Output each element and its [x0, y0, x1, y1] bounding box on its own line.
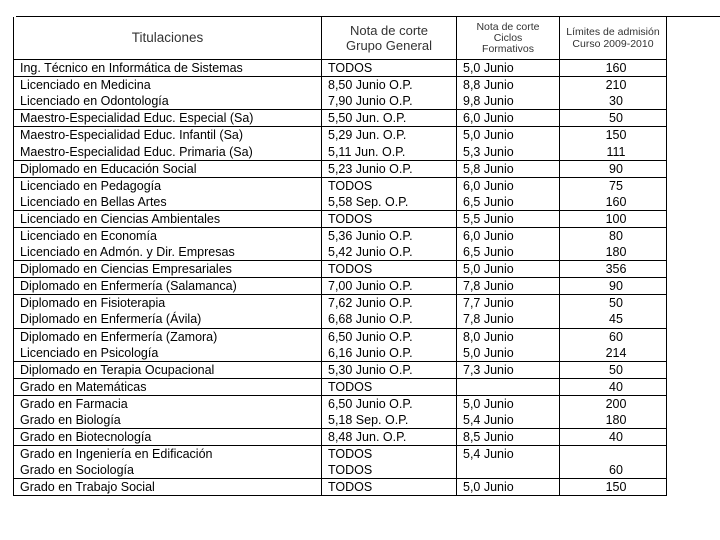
cell-nota-general: TODOS — [322, 446, 457, 463]
table-row — [14, 429, 667, 446]
table-row — [14, 244, 667, 261]
cell-titulacion: Diplomado en Ciencias Empresariales — [14, 261, 322, 278]
cell-nota-ciclos: 5,0 Junio — [457, 261, 560, 278]
cell-titulacion: Grado en Sociología — [14, 462, 322, 479]
cell-nota-general: 8,50 Junio O.P. — [322, 77, 457, 94]
cell-titulacion: Grado en Biotecnología — [14, 429, 322, 446]
header-titulaciones: Titulaciones — [14, 17, 322, 60]
cell-titulacion: Grado en Farmacia — [14, 395, 322, 412]
header-row — [14, 17, 667, 60]
cell-limite: 60 — [560, 462, 667, 479]
table-row — [14, 93, 667, 110]
cell-nota-ciclos: 9,8 Junio — [457, 93, 560, 110]
cell-titulacion: Maestro-Especialidad Educ. Primaria (Sa) — [14, 143, 322, 160]
cell-nota-ciclos: 7,3 Junio — [457, 361, 560, 378]
cell-nota-ciclos — [457, 462, 560, 479]
cell-titulacion: Diplomado en Educación Social — [14, 160, 322, 177]
table-row — [14, 160, 667, 177]
cell-nota-ciclos: 5,4 Junio — [457, 412, 560, 429]
cell-nota-general: 6,16 Junio O.P. — [322, 345, 457, 362]
table-row — [14, 177, 667, 194]
cell-titulacion: Licenciado en Admón. y Dir. Empresas — [14, 244, 322, 261]
cell-nota-general: TODOS — [322, 479, 457, 496]
cell-titulacion: Licenciado en Pedagogía — [14, 177, 322, 194]
table-row — [14, 295, 667, 312]
cell-limite: 90 — [560, 278, 667, 295]
cell-nota-general: TODOS — [322, 462, 457, 479]
cell-nota-ciclos: 5,3 Junio — [457, 143, 560, 160]
cell-nota-general: 7,62 Junio O.P. — [322, 295, 457, 312]
cell-nota-general: 5,18 Sep. O.P. — [322, 412, 457, 429]
cell-limite: 111 — [560, 143, 667, 160]
cell-titulacion: Licenciado en Economía — [14, 227, 322, 244]
table-row — [14, 462, 667, 479]
cell-nota-general: TODOS — [322, 261, 457, 278]
header-nota-general: Nota de corte Grupo General — [322, 17, 457, 60]
table-row — [14, 77, 667, 94]
cell-nota-ciclos: 7,8 Junio — [457, 278, 560, 295]
cell-nota-ciclos: 5,0 Junio — [457, 60, 560, 77]
table-body — [14, 60, 667, 496]
cell-nota-ciclos: 5,0 Junio — [457, 395, 560, 412]
cell-nota-general: TODOS — [322, 60, 457, 77]
cell-nota-ciclos: 6,0 Junio — [457, 177, 560, 194]
cell-titulacion: Licenciado en Bellas Artes — [14, 194, 322, 211]
cell-limite: 356 — [560, 261, 667, 278]
cell-nota-ciclos: 6,5 Junio — [457, 244, 560, 261]
cell-nota-ciclos: 6,0 Junio — [457, 227, 560, 244]
cell-nota-ciclos: 8,0 Junio — [457, 328, 560, 345]
cell-limite: 210 — [560, 77, 667, 94]
cell-nota-general: 5,23 Junio O.P. — [322, 160, 457, 177]
header-limites: Límites de admisión Curso 2009-2010 — [560, 17, 667, 60]
cell-nota-general: 5,30 Junio O.P. — [322, 361, 457, 378]
cell-nota-general: TODOS — [322, 378, 457, 395]
cell-limite: 160 — [560, 194, 667, 211]
cell-nota-general: 5,36 Junio O.P. — [322, 227, 457, 244]
cell-titulacion: Diplomado en Enfermería (Salamanca) — [14, 278, 322, 295]
table-row — [14, 395, 667, 412]
cell-limite: 40 — [560, 378, 667, 395]
cell-limite: 40 — [560, 429, 667, 446]
cell-nota-ciclos: 7,7 Junio — [457, 295, 560, 312]
cell-limite: 200 — [560, 395, 667, 412]
table-row — [14, 143, 667, 160]
cell-nota-general: 7,90 Junio O.P. — [322, 93, 457, 110]
cell-limite: 45 — [560, 311, 667, 328]
table-row — [14, 378, 667, 395]
cell-nota-ciclos — [457, 378, 560, 395]
cell-nota-general: 6,50 Junio O.P. — [322, 395, 457, 412]
cell-titulacion: Grado en Trabajo Social — [14, 479, 322, 496]
cell-nota-ciclos: 5,0 Junio — [457, 479, 560, 496]
cell-nota-ciclos: 5,0 Junio — [457, 345, 560, 362]
cell-limite: 160 — [560, 60, 667, 77]
cell-limite: 90 — [560, 160, 667, 177]
table-row — [14, 210, 667, 227]
cell-nota-general: 6,68 Junio O.P. — [322, 311, 457, 328]
cell-limite: 180 — [560, 244, 667, 261]
cell-nota-ciclos: 5,4 Junio — [457, 446, 560, 463]
cell-nota-ciclos: 5,0 Junio — [457, 127, 560, 144]
cell-nota-ciclos: 6,0 Junio — [457, 110, 560, 127]
cell-nota-ciclos: 6,5 Junio — [457, 194, 560, 211]
cell-limite: 150 — [560, 127, 667, 144]
table-row — [14, 194, 667, 211]
cell-nota-ciclos: 8,5 Junio — [457, 429, 560, 446]
cell-nota-ciclos: 5,5 Junio — [457, 210, 560, 227]
cell-titulacion: Grado en Ingeniería en Edificación — [14, 446, 322, 463]
cell-limite: 50 — [560, 110, 667, 127]
table-row — [14, 227, 667, 244]
cell-limite: 214 — [560, 345, 667, 362]
cell-limite: 50 — [560, 295, 667, 312]
table-row — [14, 261, 667, 278]
cell-nota-ciclos: 7,8 Junio — [457, 311, 560, 328]
header-nota-ciclos: Nota de corte Ciclos Formativos — [457, 17, 560, 60]
table-row — [14, 60, 667, 77]
cell-nota-general: 5,50 Jun. O.P. — [322, 110, 457, 127]
table-row — [14, 311, 667, 328]
cell-nota-general: 5,58 Sep. O.P. — [322, 194, 457, 211]
cell-limite: 50 — [560, 361, 667, 378]
cell-nota-general: 5,11 Jun. O.P. — [322, 143, 457, 160]
cell-limite: 60 — [560, 328, 667, 345]
cell-nota-ciclos: 8,8 Junio — [457, 77, 560, 94]
cell-nota-general: 5,42 Junio O.P. — [322, 244, 457, 261]
cell-nota-ciclos: 5,8 Junio — [457, 160, 560, 177]
cell-titulacion: Maestro-Especialidad Educ. Infantil (Sa) — [14, 127, 322, 144]
cell-titulacion: Licenciado en Psicología — [14, 345, 322, 362]
cell-limite — [560, 446, 667, 463]
table-row — [14, 127, 667, 144]
cell-titulacion: Licenciado en Medicina — [14, 77, 322, 94]
cell-titulacion: Grado en Biología — [14, 412, 322, 429]
cell-nota-general: 8,48 Jun. O.P. — [322, 429, 457, 446]
table-row — [14, 412, 667, 429]
cell-titulacion: Grado en Matemáticas — [14, 378, 322, 395]
table-row — [14, 328, 667, 345]
cell-titulacion: Licenciado en Odontología — [14, 93, 322, 110]
cell-limite: 150 — [560, 479, 667, 496]
cell-limite: 75 — [560, 177, 667, 194]
table-row — [14, 110, 667, 127]
cell-nota-general: TODOS — [322, 177, 457, 194]
table-row — [14, 278, 667, 295]
cell-titulacion: Diplomado en Terapia Ocupacional — [14, 361, 322, 378]
cell-limite: 180 — [560, 412, 667, 429]
cell-titulacion: Diplomado en Enfermería (Ávila) — [14, 311, 322, 328]
cell-limite: 80 — [560, 227, 667, 244]
table-row — [14, 361, 667, 378]
cell-nota-general: 7,00 Junio O.P. — [322, 278, 457, 295]
cell-titulacion: Maestro-Especialidad Educ. Especial (Sa) — [14, 110, 322, 127]
admission-table — [13, 17, 667, 496]
cell-nota-general: 6,50 Junio O.P. — [322, 328, 457, 345]
table-row — [14, 345, 667, 362]
table-row — [14, 479, 667, 496]
table-row — [14, 446, 667, 463]
cell-limite: 30 — [560, 93, 667, 110]
cell-limite: 100 — [560, 210, 667, 227]
cell-titulacion: Diplomado en Fisioterapia — [14, 295, 322, 312]
cell-titulacion: Ing. Técnico en Informática de Sistemas — [14, 60, 322, 77]
cell-titulacion: Licenciado en Ciencias Ambientales — [14, 210, 322, 227]
cell-nota-general: 5,29 Jun. O.P. — [322, 127, 457, 144]
cell-nota-general: TODOS — [322, 210, 457, 227]
cell-titulacion: Diplomado en Enfermería (Zamora) — [14, 328, 322, 345]
